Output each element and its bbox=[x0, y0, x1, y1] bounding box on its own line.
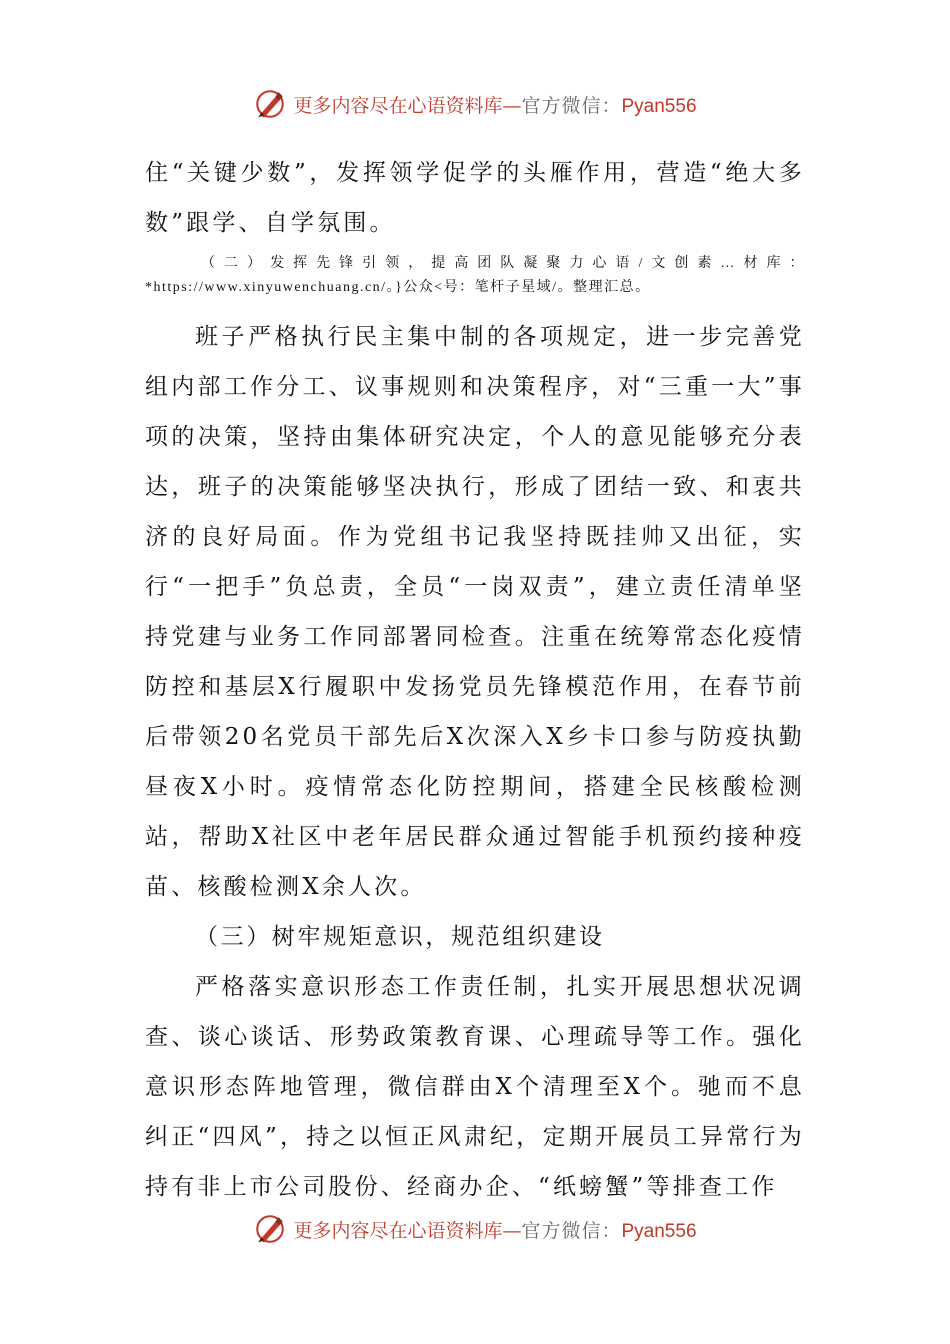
banner-text bbox=[293, 91, 696, 118]
paragraph-3: 严格落实意识形态工作责任制，扎实开展思想状况调查、谈心谈话、形势政策教育课、心理疏导等工作。强化意识形态阵地管理，微信群由X个清理至X个。驰而不息纠正“四风”，持之以恒正风肃纪，定期开展员工异常行为持有非上市公司股份、经商办企、“纸螃蟹”等排查工作 bbox=[145, 974, 805, 1200]
pen-logo-icon bbox=[253, 87, 287, 121]
banner-wechat-id: Pyan556 bbox=[621, 1220, 697, 1242]
banner-text bbox=[293, 1216, 696, 1243]
paragraph-1: 住“关键少数”，发挥领学促学的头雁作用，营造“绝大多数”跟学、自学氛围。 bbox=[145, 160, 805, 236]
banner-wechat-label: 官方微信： bbox=[521, 94, 622, 117]
watermark-note: （二）发挥先锋引领，提高团队凝聚力心语/文创素…材库：*https://www.xinyuwenchuang.cn/。}公众<号：笔杆子星域/。整理汇总。 bbox=[145, 256, 805, 295]
paragraph-2: 班子严格执行民主集中制的各项规定，进一步完善党组内部工作分工、议事规则和决策程序，对“三重一大”事项的决策，坚持由集体研究决定，个人的意见能够充分表达，班子的决策能够坚决执行，形成了团结一致、和衷共济的良好局面。作为党组书记我坚持既挂帅又出征，实行“一把手”负总责，全员“一岗双责”，建立责任清单坚持党建与业务工作同部署同检查。注重在统筹常态化疫情防控和基层X行履职中发扬党员先锋模范作用，在春节前后带领20名党员干部先后X次深入X乡卡口参与防疫执勤昼夜X小时。疫情常态化防控期间，搭建全民核酸检测站，帮助X社区中老年居民群众通过智能手机预约接种疫苗、核酸检测X余人次。 bbox=[145, 324, 805, 900]
document-body bbox=[145, 148, 805, 1212]
pen-logo-icon bbox=[253, 1212, 287, 1246]
banner-dash: — bbox=[502, 94, 522, 117]
banner-dash: — bbox=[502, 1219, 522, 1242]
banner-wechat-label: 官方微信： bbox=[521, 1219, 622, 1242]
header-banner bbox=[0, 84, 950, 124]
banner-wechat-id: Pyan556 bbox=[621, 95, 697, 117]
banner-brand: 更多内容尽在心语资料库 bbox=[293, 94, 503, 117]
footer-banner bbox=[0, 1209, 950, 1249]
banner-brand: 更多内容尽在心语资料库 bbox=[293, 1219, 503, 1242]
section-heading-3: （三）树牢规矩意识，规范组织建设 bbox=[195, 924, 605, 950]
